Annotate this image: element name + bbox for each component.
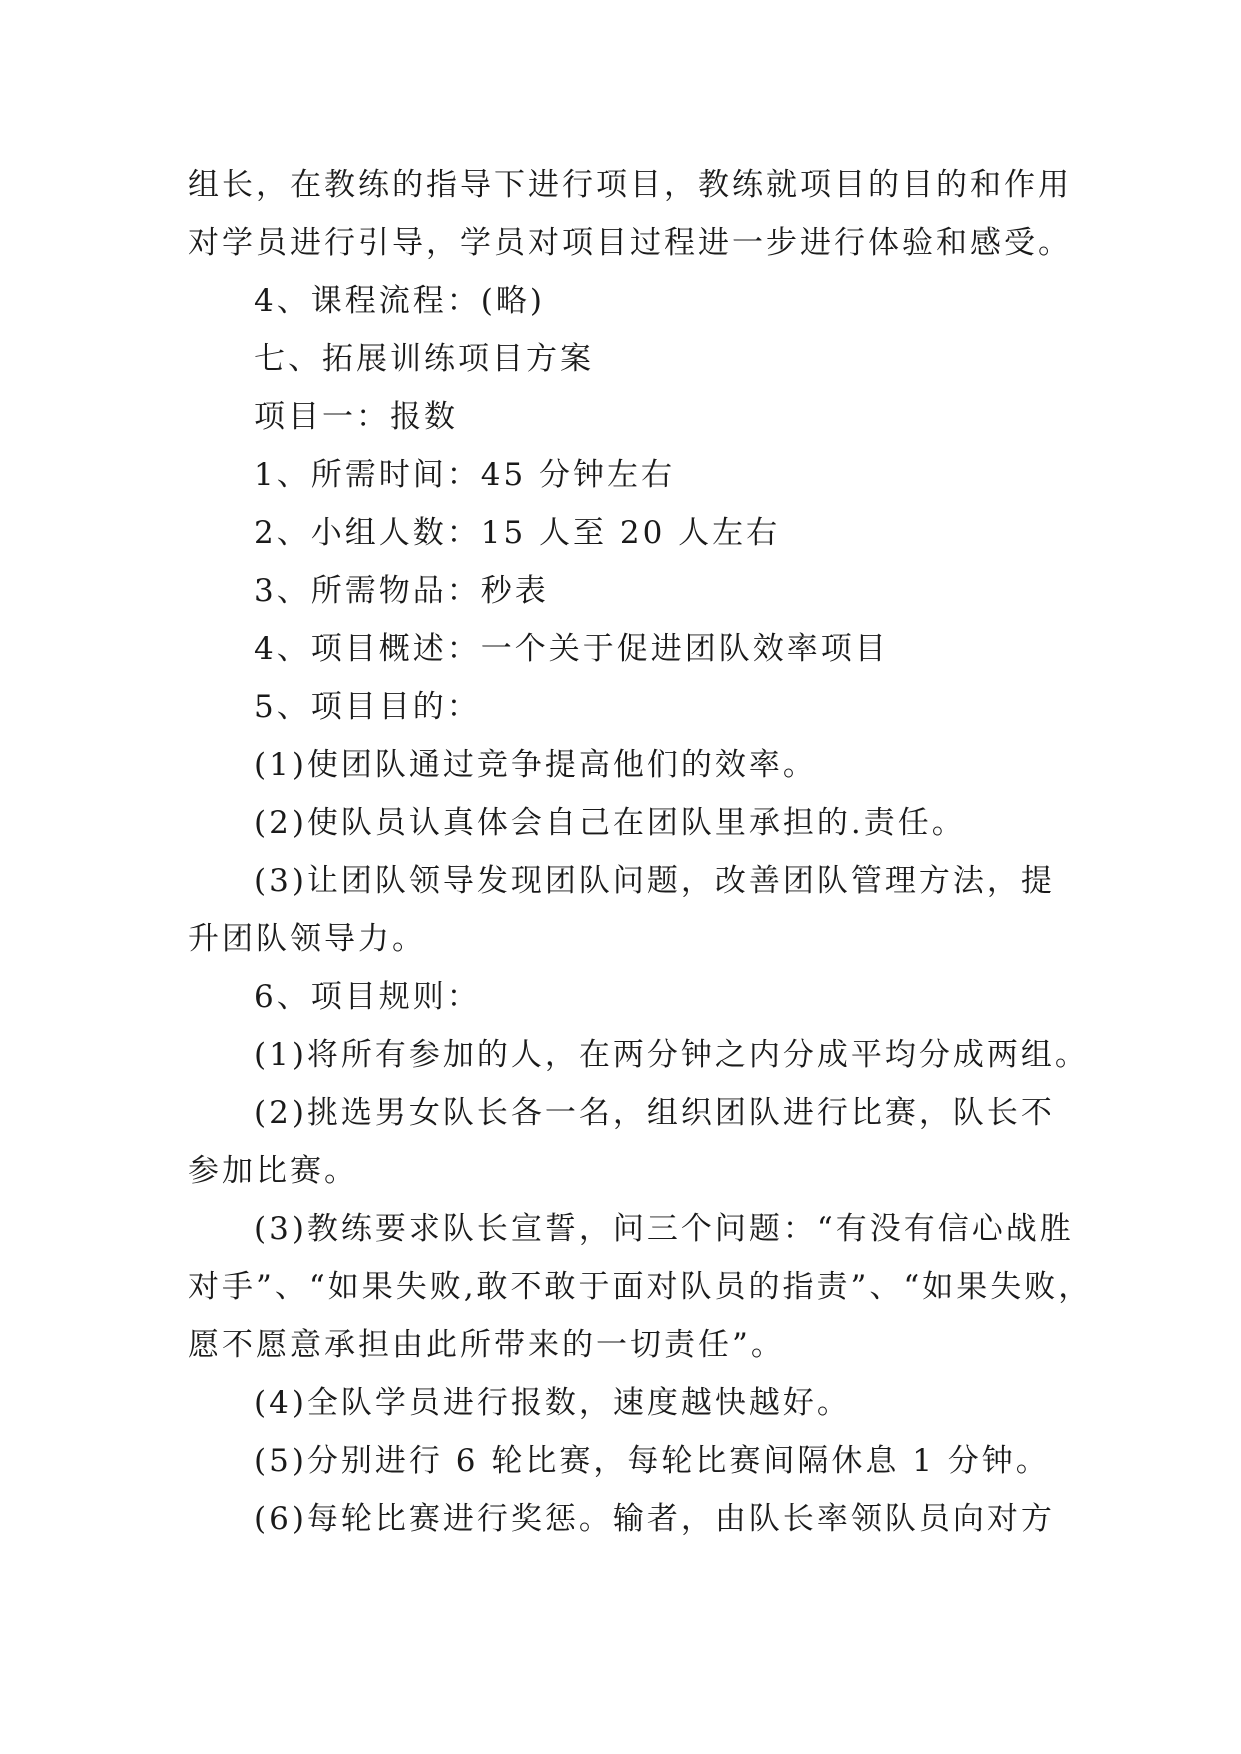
text-line: 2、小组人数：15 人至 20 人左右 xyxy=(254,515,781,551)
text-line: 愿不愿意承担由此所带来的一切责任”。 xyxy=(188,1327,785,1363)
text-line: 组长，在教练的指导下进行项目，教练就项目的目的和作用 xyxy=(188,167,1072,203)
text-line: (1)使团队通过竞争提高他们的效率。 xyxy=(254,747,817,783)
text-line: 5、项目目的： xyxy=(254,689,481,725)
text-line: 参加比赛。 xyxy=(188,1153,358,1189)
text-line: 对学员进行引导，学员对项目过程进一步进行体验和感受。 xyxy=(188,225,1072,261)
text-line: 升团队领导力。 xyxy=(188,921,426,957)
text-line: (5)分别进行 6 轮比赛，每轮比赛间隔休息 1 分钟。 xyxy=(254,1443,1050,1479)
text-line: 3、所需物品：秒表 xyxy=(254,573,549,609)
text-line: (3)让团队领导发现团队问题，改善团队管理方法，提 xyxy=(254,863,1055,899)
text-line: 6、项目规则： xyxy=(254,979,481,1015)
document-body xyxy=(188,156,1093,1548)
text-line: (6)每轮比赛进行奖惩。输者，由队长率领队员向对方 xyxy=(254,1501,1055,1537)
text-line: (2)使队员认真体会自己在团队里承担的.责任。 xyxy=(254,805,966,841)
text-line: (4)全队学员进行报数，速度越快越好。 xyxy=(254,1385,851,1421)
text-line: 1、所需时间：45 分钟左右 xyxy=(254,457,676,493)
text-line: 七、拓展训练项目方案 xyxy=(254,341,594,377)
text-line: 4、课程流程：(略) xyxy=(254,283,545,319)
text-line: (1)将所有参加的人，在两分钟之内分成平均分成两组。 xyxy=(254,1037,1089,1073)
text-line: 项目一：报数 xyxy=(254,399,458,435)
text-line: (3)教练要求队长宣誓，问三个问题：“有没有信心战胜 xyxy=(254,1211,1074,1247)
text-line: 对手”、“如果失败,敢不敢于面对队员的指责”、“如果失败， xyxy=(188,1269,1093,1305)
text-line: (2)挑选男女队长各一名，组织团队进行比赛，队长不 xyxy=(254,1095,1055,1131)
text-line: 4、项目概述：一个关于促进团队效率项目 xyxy=(254,631,889,667)
